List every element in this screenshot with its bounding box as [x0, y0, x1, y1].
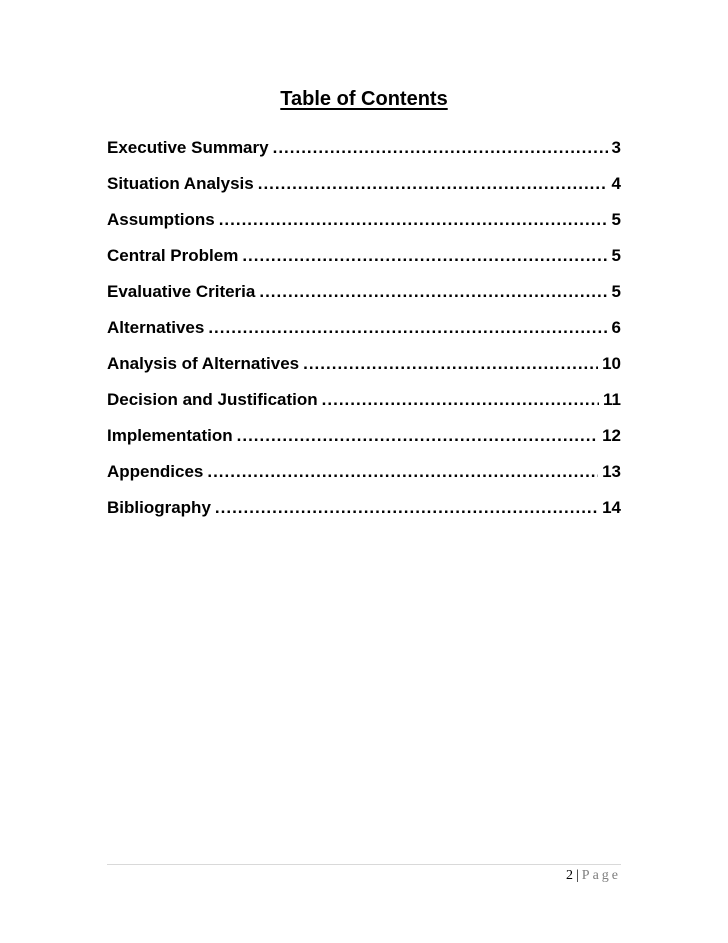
toc-entry-page: 13	[602, 462, 621, 481]
toc-entry-page: 5	[611, 246, 621, 265]
toc-leader-dots	[322, 390, 599, 410]
footer-separator: |	[575, 868, 579, 883]
toc-entry-label: Appendices	[107, 462, 204, 481]
toc-entry-page: 5	[611, 210, 621, 229]
toc-entry-executive-summary[interactable]	[107, 138, 621, 174]
toc-entry-appendices[interactable]	[107, 462, 621, 498]
footer-divider	[107, 864, 621, 865]
toc-entry-bibliography[interactable]	[107, 498, 621, 534]
toc-entry-analysis-of-alternatives[interactable]	[107, 354, 621, 390]
toc-entry-label: Central Problem	[107, 246, 239, 265]
toc-entry-page: 10	[602, 354, 621, 373]
toc-entry-assumptions[interactable]	[107, 210, 621, 246]
toc-entry-page: 14	[602, 498, 621, 517]
toc-entry-label: Assumptions	[107, 210, 215, 229]
toc-leader-dots	[215, 498, 598, 518]
toc-entry-page: 5	[611, 282, 621, 301]
toc-leader-dots	[208, 318, 607, 338]
page-footer	[566, 868, 621, 884]
toc-entry-central-problem[interactable]	[107, 246, 621, 282]
toc-entry-label: Evaluative Criteria	[107, 282, 256, 301]
footer-page-word: Page	[581, 868, 621, 883]
toc-leader-dots	[303, 354, 598, 374]
footer-page-number: 2	[565, 868, 573, 883]
toc-entry-page: 3	[611, 138, 621, 157]
toc-entry-alternatives[interactable]	[107, 318, 621, 354]
toc-leader-dots	[258, 174, 608, 194]
toc-leader-dots	[242, 246, 607, 266]
toc-entry-page: 11	[603, 390, 621, 409]
toc-leader-dots	[237, 426, 598, 446]
page-title: Table of Contents	[280, 88, 448, 110]
toc-leader-dots	[207, 462, 598, 482]
toc-entry-page: 12	[602, 426, 621, 445]
toc-entry-label: Analysis of Alternatives	[107, 354, 300, 373]
toc-entry-label: Decision and Justification	[107, 390, 318, 409]
toc-entry-evaluative-criteria[interactable]	[107, 282, 621, 318]
toc-leader-dots	[259, 282, 607, 302]
toc-entry-implementation[interactable]	[107, 426, 621, 462]
toc-entry-label: Bibliography	[107, 498, 211, 517]
table-of-contents	[107, 138, 621, 534]
toc-entry-page: 4	[611, 174, 621, 193]
toc-leader-dots	[219, 210, 608, 230]
toc-entry-label: Implementation	[107, 426, 233, 445]
toc-entry-situation-analysis[interactable]	[107, 174, 621, 210]
toc-leader-dots	[273, 138, 608, 158]
toc-entry-label: Situation Analysis	[107, 174, 254, 193]
toc-entry-label: Alternatives	[107, 318, 205, 337]
toc-entry-page: 6	[611, 318, 621, 337]
toc-entry-decision-and-justification[interactable]	[107, 390, 621, 426]
toc-entry-label: Executive Summary	[107, 138, 269, 157]
